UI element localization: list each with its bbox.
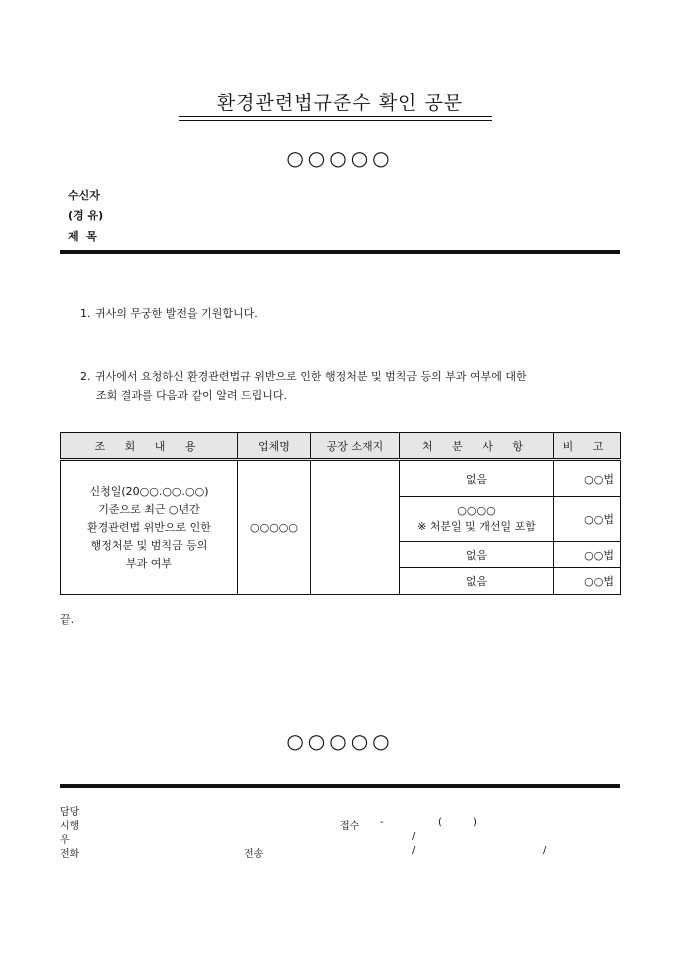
issuer-name-top: ○○○○○ bbox=[286, 146, 394, 170]
footer-divider bbox=[60, 784, 620, 788]
footer-receipt-paren-close: ) bbox=[473, 817, 477, 828]
paragraph-2-line-2: 조회 결과를 다음과 같이 알려 드립니다. bbox=[96, 389, 287, 402]
disposition-line-2: ※ 처분일 및 개선일 포함 bbox=[417, 520, 536, 533]
via-label: (경 유) bbox=[68, 209, 104, 222]
header-factory-location: 공장 소재지 bbox=[311, 433, 400, 460]
end-mark: 끝. bbox=[60, 613, 75, 626]
footer-phone-label: 전화 bbox=[60, 849, 80, 860]
remark-cell: ○○법 bbox=[554, 497, 621, 542]
remark-cell: ○○법 bbox=[554, 568, 621, 595]
footer-fax-label: 전송 bbox=[244, 849, 264, 860]
footer-manager-label: 담당 bbox=[60, 807, 80, 818]
factory-location-cell bbox=[311, 460, 400, 595]
disposition-cell: 없음 bbox=[400, 460, 554, 497]
paragraph-2 bbox=[80, 367, 610, 405]
remark-cell: ○○법 bbox=[554, 460, 621, 497]
query-line: 환경관련법 위반으로 인한 bbox=[87, 520, 211, 534]
title-double-underline bbox=[179, 116, 492, 121]
query-line: 부과 여부 bbox=[125, 556, 172, 570]
query-line: 기준으로 최근 ○년간 bbox=[98, 502, 200, 516]
header-disposition: 처 분 사 항 bbox=[400, 433, 554, 460]
disposition-cell bbox=[400, 497, 554, 542]
header-remarks: 비 고 bbox=[554, 433, 621, 460]
footer-receipt-label: 접수 bbox=[340, 821, 360, 832]
footer-slash: / bbox=[412, 845, 416, 856]
footer-postal-label: 우 bbox=[60, 835, 70, 846]
paragraph-1-number: 1. bbox=[80, 307, 91, 320]
recipient-label: 수신자 bbox=[68, 189, 100, 202]
paragraph-1 bbox=[80, 304, 610, 323]
issuer-name-bottom: ○○○○○ bbox=[286, 729, 394, 753]
query-line: 신청일(20○○.○○.○○) bbox=[89, 484, 209, 498]
remark-cell: ○○법 bbox=[554, 542, 621, 568]
query-content-cell bbox=[61, 460, 238, 595]
disposition-line-1: ○○○○ bbox=[457, 504, 496, 517]
header-divider bbox=[60, 250, 620, 254]
header-query-content: 조 회 내 용 bbox=[61, 433, 238, 460]
footer-receipt-dash: - bbox=[380, 817, 384, 828]
table-header-row bbox=[61, 433, 621, 460]
company-cell: ○○○○○ bbox=[238, 460, 311, 595]
disposition-cell: 없음 bbox=[400, 568, 554, 595]
footer-receipt-paren-open: ( bbox=[438, 817, 442, 828]
subject-label: 제 목 bbox=[68, 230, 97, 243]
footer-slash: / bbox=[543, 845, 547, 856]
title-underline-2 bbox=[179, 120, 492, 121]
paragraph-1-text: 귀사의 무궁한 발전을 기원합니다. bbox=[95, 307, 258, 320]
paragraph-2-line-1: 귀사에서 요청하신 환경관련법규 위반으로 인한 행정처분 및 범칙금 등의 부과 여부에 대한 bbox=[95, 370, 527, 383]
results-table bbox=[60, 432, 621, 595]
document-title: 환경관련법규준수 확인 공문 bbox=[216, 92, 464, 114]
title-underline-1 bbox=[179, 116, 492, 117]
paragraph-2-number: 2. bbox=[80, 370, 91, 383]
table-row bbox=[61, 460, 621, 497]
footer-enforcement-label: 시행 bbox=[60, 821, 80, 832]
disposition-cell: 없음 bbox=[400, 542, 554, 568]
header-company: 업체명 bbox=[238, 433, 311, 460]
query-line: 행정처분 및 범칙금 등의 bbox=[90, 538, 208, 552]
footer-slash: / bbox=[412, 831, 416, 842]
